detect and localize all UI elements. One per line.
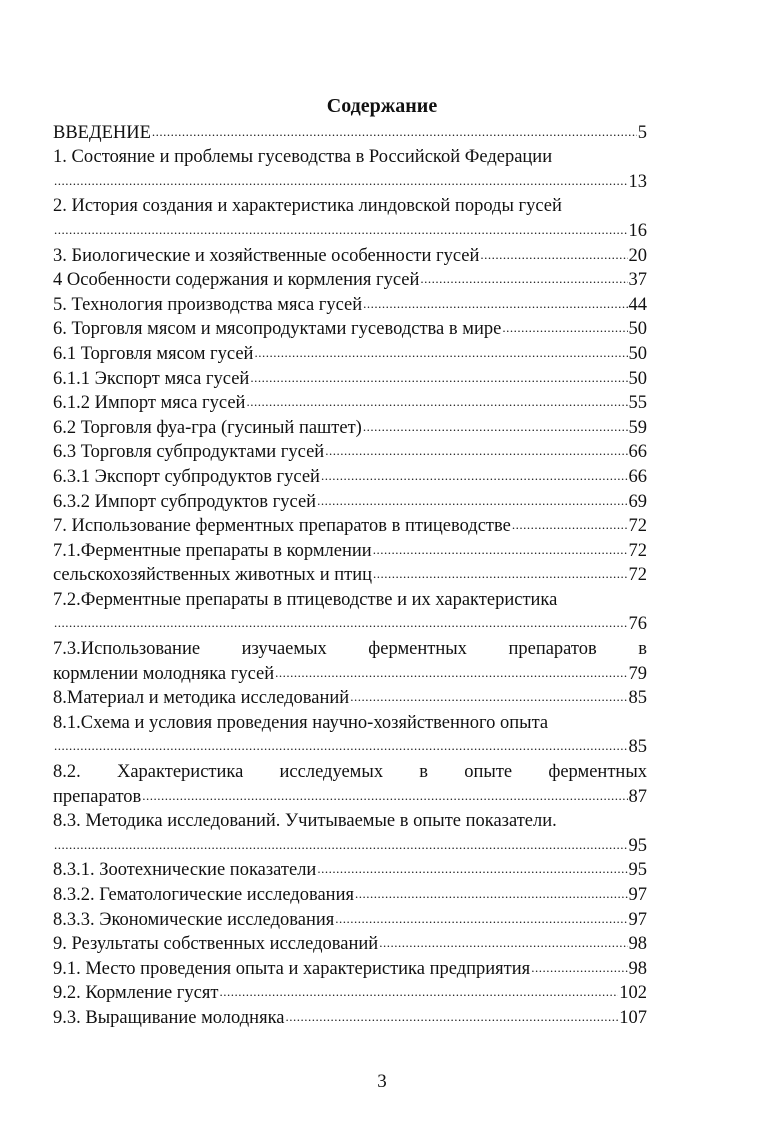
toc-entry-title: 7. Использование ферментных препаратов в птицеводстве bbox=[53, 516, 511, 537]
toc-entry-title: 9.2. Кормление гусят bbox=[53, 983, 219, 1004]
dot-leader bbox=[54, 219, 628, 241]
toc-entry[interactable] bbox=[53, 414, 647, 439]
toc-entry[interactable] bbox=[53, 316, 647, 341]
dot-leader bbox=[219, 981, 618, 1003]
toc-entry[interactable] bbox=[53, 685, 647, 710]
toc-entry-title: 6.2 Торговля фуа-гра (гусиный паштет) bbox=[53, 417, 362, 438]
page-number: 3 bbox=[377, 1071, 387, 1092]
toc-entry-title: 6.3.2 Импорт субпродуктов гусей bbox=[53, 491, 317, 512]
toc-entry-page: 72 bbox=[628, 565, 647, 586]
dot-leader bbox=[54, 834, 628, 856]
toc-entry-page: 66 bbox=[628, 466, 647, 487]
toc-entry[interactable] bbox=[53, 513, 647, 538]
toc-entry-page: 13 bbox=[628, 171, 647, 192]
dot-leader bbox=[502, 317, 627, 339]
toc-entry[interactable] bbox=[53, 931, 647, 956]
dot-leader bbox=[286, 1006, 619, 1028]
dot-leader bbox=[246, 391, 627, 413]
toc-entry[interactable] bbox=[53, 291, 647, 316]
dot-leader bbox=[363, 416, 628, 438]
toc-entry-page: 5 bbox=[637, 122, 647, 143]
toc-entry-continuation bbox=[53, 217, 647, 242]
toc-entry[interactable] bbox=[53, 340, 647, 365]
toc-entry-title: 8.3.1. Зоотехнические показатели bbox=[53, 860, 317, 881]
toc-entry[interactable] bbox=[53, 193, 647, 218]
toc-entry-page: 37 bbox=[628, 270, 647, 291]
toc-entry-title: 7.3.Использование изучаемых ферментных препаратов в bbox=[53, 639, 647, 660]
toc-entry-page: 98 bbox=[628, 958, 647, 979]
toc-entry-title: ВВЕДЕНИЕ bbox=[53, 122, 151, 143]
toc-entry-title: 6. Торговля мясом и мясопродуктами гусеводства в мире bbox=[53, 319, 502, 340]
toc-entry[interactable] bbox=[53, 365, 647, 390]
dot-leader bbox=[321, 465, 628, 487]
toc-entry-page: 66 bbox=[628, 442, 647, 463]
toc-entry[interactable] bbox=[53, 955, 647, 980]
toc-entry-page: 72 bbox=[628, 516, 647, 537]
toc-entry[interactable] bbox=[53, 980, 647, 1005]
toc-entry-page: 50 bbox=[628, 343, 647, 364]
dot-leader bbox=[54, 735, 628, 757]
toc-entry-page: 79 bbox=[628, 663, 647, 684]
toc-entry[interactable] bbox=[53, 537, 647, 562]
dot-leader bbox=[531, 957, 627, 979]
toc-entry-title: 6.1.2 Импорт мяса гусей bbox=[53, 393, 246, 414]
toc-entry-page: 95 bbox=[628, 860, 647, 881]
toc-entry-continuation bbox=[53, 168, 647, 193]
toc-entry-page: 102 bbox=[619, 983, 647, 1004]
toc-entry-title: 8.Материал и методика исследований bbox=[53, 688, 350, 709]
toc-entry-title: 8.3.2. Гематологические исследования bbox=[53, 885, 354, 905]
toc-entry-page: 16 bbox=[628, 220, 647, 241]
toc-entry-page: 87 bbox=[628, 786, 647, 807]
toc-entry[interactable] bbox=[53, 635, 647, 660]
toc-entry-title: 9.3. Выращивание молодняка bbox=[53, 1007, 285, 1028]
page-title: Содержание bbox=[326, 95, 438, 117]
toc-entry-title: 8.1.Схема и условия проведения научно-хозяйственного опыта bbox=[53, 712, 549, 733]
toc-entry-title: 6.1.1 Экспорт мяса гусей bbox=[53, 368, 250, 389]
toc-entry-page: 95 bbox=[628, 835, 647, 856]
toc-entry[interactable] bbox=[53, 463, 647, 488]
toc-entry-continuation bbox=[53, 611, 647, 636]
dot-leader bbox=[54, 170, 628, 192]
dot-leader bbox=[350, 686, 627, 708]
toc-entry-continuation bbox=[53, 734, 647, 759]
toc-entry-title: 8.3.3. Экономические исследования bbox=[53, 909, 335, 930]
toc-entry[interactable] bbox=[53, 857, 647, 882]
toc-entry-title: 6.1 Торговля мясом гусей bbox=[53, 343, 254, 364]
toc-entry-title: 9. Результаты собственных исследований bbox=[53, 934, 379, 955]
dot-leader bbox=[317, 858, 627, 880]
toc-entry-page: 97 bbox=[628, 885, 647, 905]
toc-entry[interactable] bbox=[53, 562, 647, 587]
toc-entry-title: кормлении молодняка гусей bbox=[53, 663, 275, 684]
toc-entry-page: 59 bbox=[628, 417, 647, 438]
dot-leader bbox=[355, 883, 628, 905]
toc-entry-continuation bbox=[53, 660, 647, 685]
table-of-contents bbox=[53, 119, 647, 1029]
toc-entry[interactable] bbox=[53, 1004, 647, 1029]
toc-entry-title: 6.3 Торговля субпродуктами гусей bbox=[53, 442, 325, 463]
dot-leader bbox=[325, 440, 627, 462]
toc-entry-page: 69 bbox=[628, 491, 647, 512]
toc-entry-title: 1. Состояние и проблемы гусеводства в Российской Федерации bbox=[53, 147, 553, 168]
toc-entry-title: 8.2. Характеристика исследуемых в опыте ферментных bbox=[53, 762, 647, 783]
toc-entry-page: 55 bbox=[628, 393, 647, 414]
toc-entry[interactable] bbox=[53, 758, 647, 783]
toc-entry[interactable] bbox=[53, 144, 647, 169]
toc-entry[interactable] bbox=[53, 119, 647, 144]
toc-entry[interactable] bbox=[53, 808, 647, 833]
toc-entry-page: 98 bbox=[628, 934, 647, 955]
dot-leader bbox=[420, 268, 627, 290]
toc-entry-page: 97 bbox=[628, 909, 647, 930]
toc-entry-page: 44 bbox=[628, 294, 647, 315]
toc-entry[interactable] bbox=[53, 242, 647, 267]
dot-leader bbox=[363, 293, 627, 315]
dot-leader bbox=[373, 563, 627, 585]
toc-entry[interactable] bbox=[53, 488, 647, 513]
toc-entry-page: 20 bbox=[628, 245, 647, 266]
dot-leader bbox=[335, 908, 627, 930]
dot-leader bbox=[152, 121, 637, 143]
toc-entry-page: 76 bbox=[628, 614, 647, 635]
toc-entry[interactable] bbox=[53, 439, 647, 464]
toc-entry-title: 9.1. Место проведения опыта и характеристика предприятия bbox=[53, 958, 531, 979]
toc-entry[interactable] bbox=[53, 881, 647, 906]
toc-entry-title: препаратов bbox=[53, 786, 142, 807]
toc-entry-title: 7.1.Ферментные препараты в кормлении bbox=[53, 540, 372, 561]
dot-leader bbox=[142, 785, 627, 807]
toc-entry-continuation bbox=[53, 783, 647, 808]
toc-entry-title: 6.3.1 Экспорт субпродуктов гусей bbox=[53, 466, 320, 487]
toc-entry[interactable] bbox=[53, 586, 647, 611]
dot-leader bbox=[373, 539, 628, 561]
toc-entry[interactable] bbox=[53, 390, 647, 415]
toc-entry-title: 8.3. Методика исследований. Учитываемые в опыте показатели. bbox=[53, 811, 557, 832]
toc-entry[interactable] bbox=[53, 906, 647, 931]
toc-entry-continuation bbox=[53, 832, 647, 857]
dot-leader bbox=[379, 932, 627, 954]
toc-entry[interactable] bbox=[53, 267, 647, 292]
toc-entry-page: 85 bbox=[628, 688, 647, 709]
toc-entry-title: 2. История создания и характеристика линдовской породы гусей bbox=[53, 196, 562, 217]
dot-leader bbox=[275, 662, 627, 684]
toc-entry-page: 107 bbox=[619, 1007, 647, 1028]
toc-entry-title: сельскохозяйственных животных и птиц bbox=[53, 565, 373, 586]
dot-leader bbox=[250, 367, 627, 389]
toc-entry-page: 85 bbox=[628, 737, 647, 758]
toc-entry-title: 5. Технология производства мяса гусей bbox=[53, 294, 363, 315]
toc-entry-page: 50 bbox=[628, 319, 647, 340]
toc-entry-page: 72 bbox=[628, 540, 647, 561]
dot-leader bbox=[254, 342, 627, 364]
dot-leader bbox=[317, 490, 627, 512]
toc-entry-title: 3. Биологические и хозяйственные особенности гусей bbox=[53, 245, 480, 266]
dot-leader bbox=[512, 514, 628, 536]
dot-leader bbox=[54, 612, 628, 634]
toc-entry-title: 4 Особенности содержания и кормления гусей bbox=[53, 270, 420, 291]
dot-leader bbox=[480, 244, 627, 266]
toc-entry-title: 7.2.Ферментные препараты в птицеводстве и их характеристика bbox=[53, 589, 558, 610]
toc-entry[interactable] bbox=[53, 709, 647, 734]
toc-entry-page: 50 bbox=[628, 368, 647, 389]
